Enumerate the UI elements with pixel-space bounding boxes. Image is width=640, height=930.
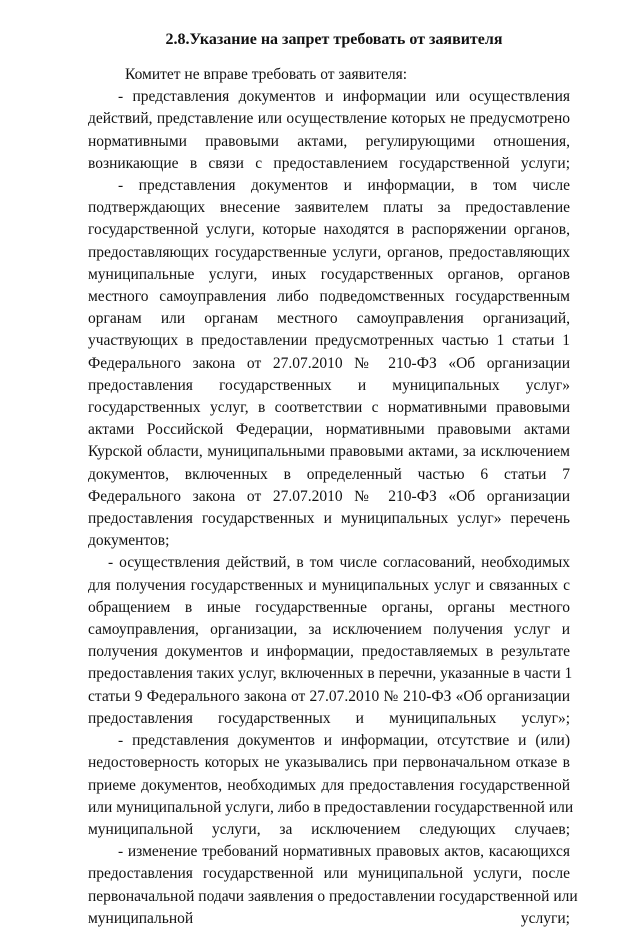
text-line: недостоверность которых не указывались при первоначальном отказе в (88, 754, 570, 772)
section-heading: 2.8.Указание на запрет требовать от заявителя (165, 31, 503, 48)
text-line: самоуправления, организации, за исключением получения услуг и (88, 621, 570, 639)
text-line: предоставляющих государственные услуги, органов, предоставляющих (88, 243, 570, 261)
text-line: действий, представление или осуществление которых не предусмотрено (88, 110, 570, 128)
text-line: государственной услуги, которые находятся в распоряжении органов, (88, 221, 570, 239)
text-line: органам или органам местного самоуправления организаций, (88, 310, 570, 328)
text-line: получения документов и информации, предоставляемых в результате (88, 643, 570, 661)
text-line: - представления документов и информации или осуществления (118, 88, 570, 106)
text-line: - осуществления действий, в том числе согласований, необходимых (108, 554, 570, 572)
text-line: местного самоуправления либо подведомственных государственным (88, 288, 570, 306)
text-line: предоставления таких услуг, включенных в перечни, указанные в части 1 (88, 665, 573, 683)
text-line: Федерального закона от 27.07.2010 № 210-ФЗ «Об организации (88, 487, 570, 505)
text-line: приеме документов, необходимых для предоставления государственной (88, 776, 570, 794)
text-line: предоставления государственной или муниципальной услуги, после (88, 865, 570, 883)
text-line: - представления документов и информации, в том числе (118, 177, 570, 195)
document-body (88, 64, 578, 930)
text-line: - изменение требований нормативных правовых актов, касающихся (118, 843, 570, 861)
text-line: государственных услуг, в соответствии с нормативными правовыми (88, 399, 570, 417)
text-line: нормативными правовыми актами, регулирующими отношения, (88, 132, 570, 150)
text-line: возникающие в связи с предоставлением государственной услуги; (88, 154, 570, 172)
text-line: предоставления государственных и муниципальных услуг» перечень (88, 510, 570, 528)
text-line: подтверждающих внесение заявителем платы за предоставление (88, 199, 570, 217)
text-line: Курской области, муниципальными правовыми актами, за исключением (88, 443, 570, 461)
text-line: муниципальной услуги; (88, 909, 570, 927)
text-line: или муниципальной услуги, либо в предоставлении государственной или (88, 798, 574, 816)
text-line: первоначальной подачи заявления о предоставлении государственной или (88, 887, 578, 905)
text-line: документов, включенных в определенный частью 6 статьи 7 (88, 465, 570, 483)
text-line: предоставления государственных и муниципальных услуг» (88, 376, 570, 394)
text-line: предоставления государственных и муниципальных услуг»; (88, 709, 570, 727)
text-line: муниципальные услуги, иных государственных органов, органов (88, 265, 570, 283)
text-line: обращением в иные государственные органы, органы местного (88, 598, 570, 616)
text-line: для получения государственных и муниципальных услуг и связанных с (88, 576, 570, 594)
text-line: муниципальной услуги, за исключением следующих случаев; (88, 820, 570, 838)
text-line: статьи 9 Федерального закона от 27.07.2010 № 210-ФЗ «Об организации (88, 687, 570, 705)
text-line: Комитет не вправе требовать от заявителя: (125, 66, 408, 83)
text-line: документов; (88, 532, 170, 550)
text-line: участвующих в предоставлении предусмотренных частью 1 статьи 1 (88, 332, 570, 350)
text-line: Федерального закона от 27.07.2010 № 210-ФЗ «Об организации (88, 354, 570, 372)
text-line: - представления документов и информации, отсутствие и (или) (118, 732, 570, 750)
text-line: актами Российской Федерации, нормативными правовыми актами (88, 421, 570, 439)
